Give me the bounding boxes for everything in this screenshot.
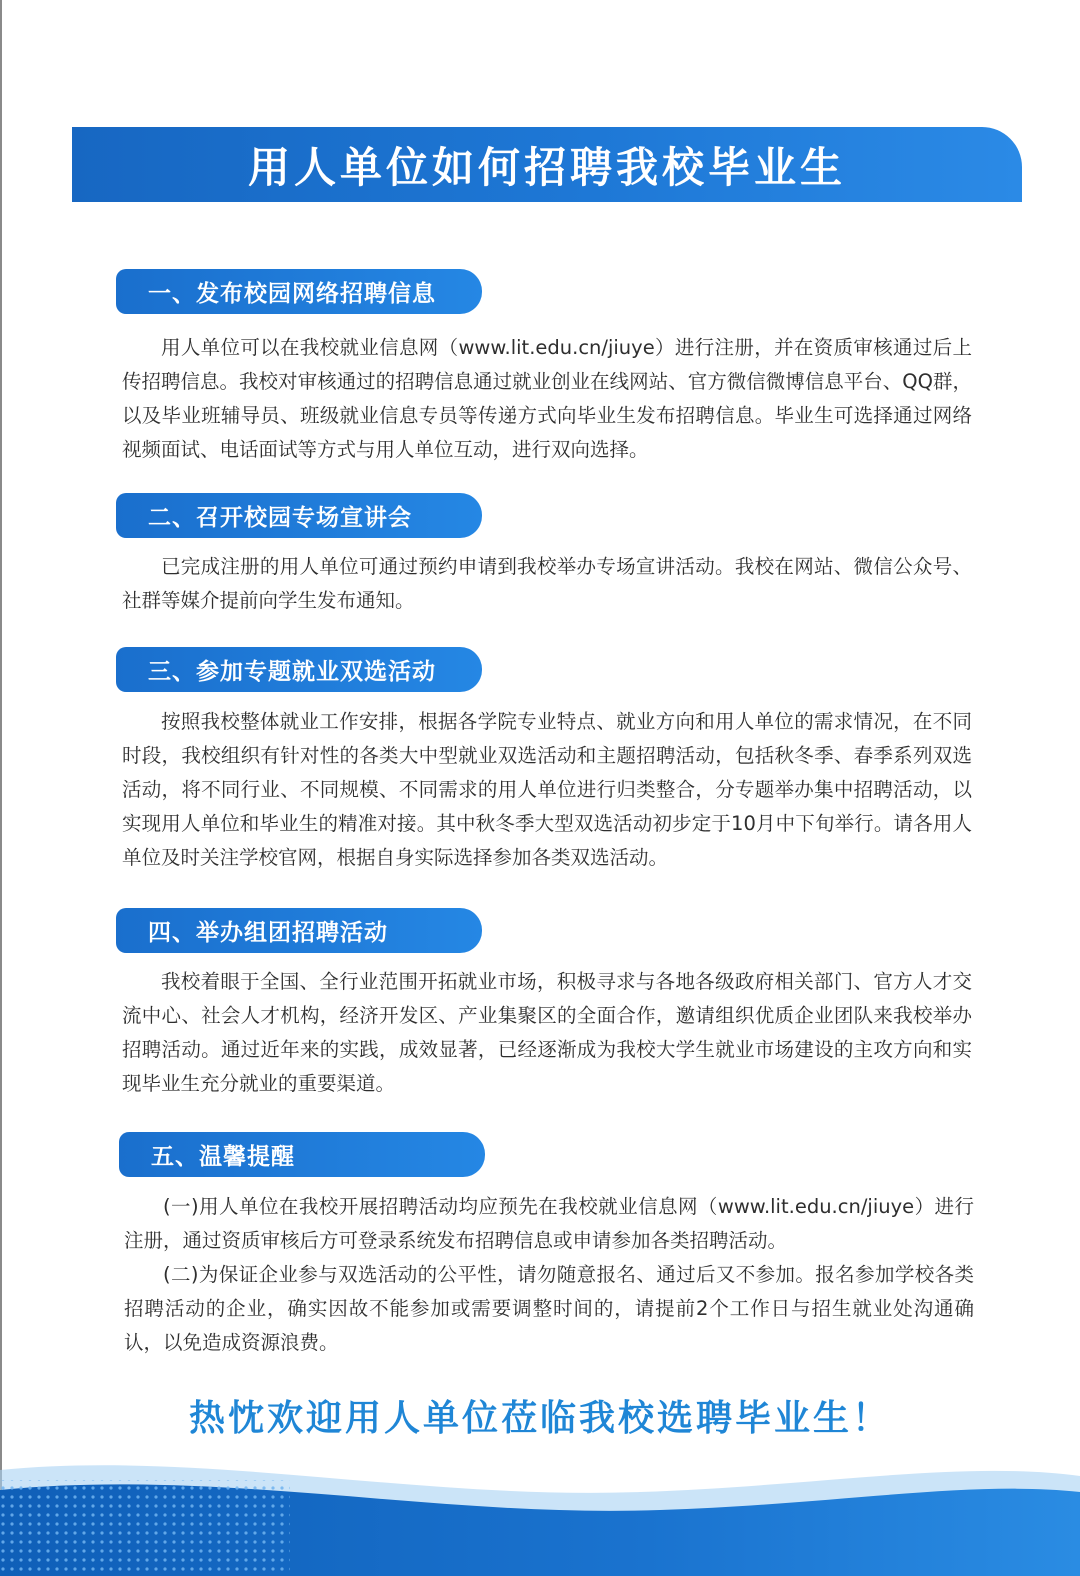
section-heading-label: 三、参加专题就业双选活动 <box>148 659 436 685</box>
section-3-paragraph: 按照我校整体就业工作安排，根据各学院专业特点、就业方向和用人单位的需求情况，在不同时段，我校组织有针对性的各类大中型就业双选活动和主题招聘活动，包括秋冬季、春季系列双选活动，将不同行业、不同规模、不同需求的用人单位进行归类整合，分专题举办集中招聘活动，以实现用人单位和毕业生的精准对接。其中秋冬季大型双选活动初步定于10月中下旬举行。请各用人单位及时关注学校官网，根据自身实际选择参加各类双选活动。 <box>122 710 972 869</box>
section-heading-3 <box>116 647 482 692</box>
section-1-paragraph: 用人单位可以在我校就业信息网（www.lit.edu.cn/jiuye）进行注册，并在资质审核通过后上传招聘信息。我校对审核通过的招聘信息通过就业创业在线网站、官方微信微博信息平台、QQ群，以及毕业班辅导员、班级就业信息专员等传递方式向毕业生发布招聘信息。毕业生可选择通过网络视频面试、电话面试等方式与用人单位互动，进行双向选择。 <box>122 336 972 461</box>
section-heading-label: 一、发布校园网络招聘信息 <box>148 281 436 307</box>
welcome-slogan: 热忱欢迎用人单位莅临我校选聘毕业生！ <box>188 1398 891 1439</box>
section-heading-5 <box>119 1132 485 1177</box>
reminder-2-paragraph: (二)为保证企业参与双选活动的公平性，请勿随意报名、通过后又不参加。报名参加学校各类招聘活动的企业，确实因故不能参加或需要调整时间的，请提前2个工作日与招生就业处沟通确认，以免造成资源浪费。 <box>124 1263 974 1354</box>
reminder-1-paragraph: (一)用人单位在我校开展招聘活动均应预先在我校就业信息网（www.lit.edu.cn/jiuye）进行注册，通过资质审核后方可登录系统发布招聘信息或申请参加各类招聘活动。 <box>124 1195 974 1252</box>
section-2-paragraph: 已完成注册的用人单位可通过预约申请到我校举办专场宣讲活动。我校在网站、微信公众号、社群等媒介提前向学生发布通知。 <box>122 555 972 612</box>
page-edge <box>0 0 2 1576</box>
section-heading-2 <box>116 493 482 538</box>
section-heading-1 <box>116 269 482 314</box>
section-heading-label: 四、举办组团招聘活动 <box>148 920 388 946</box>
section-heading-label: 二、召开校园专场宣讲会 <box>148 505 412 531</box>
section-heading-label: 五、温馨提醒 <box>151 1144 295 1170</box>
section-heading-4 <box>116 908 482 953</box>
title-banner <box>72 127 1022 202</box>
page-title: 用人单位如何招聘我校毕业生 <box>247 142 846 192</box>
footer-wave-decoration <box>0 1440 1080 1576</box>
section-4-paragraph: 我校着眼于全国、全行业范围开拓就业市场，积极寻求与各地各级政府相关部门、官方人才交流中心、社会人才机构，经济开发区、产业集聚区的全面合作，邀请组织优质企业团队来我校举办招聘活动。通过近年来的实践，成效显著，已经逐渐成为我校大学生就业市场建设的主攻方向和实现毕业生充分就业的重要渠道。 <box>122 970 972 1095</box>
